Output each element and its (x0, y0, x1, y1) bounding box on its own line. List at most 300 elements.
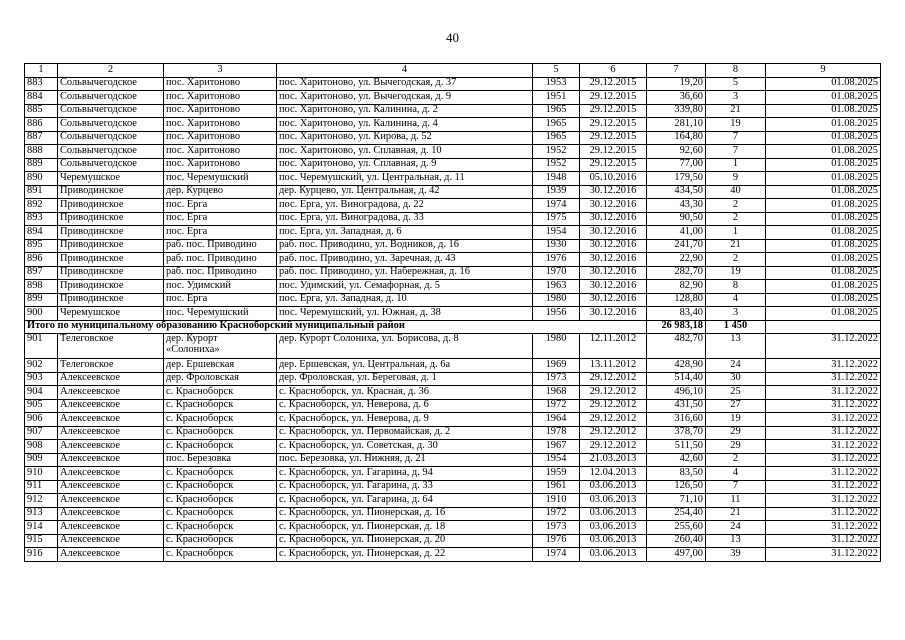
table-row (25, 548, 881, 562)
cell-address: с. Красноборск, ул. Первомайская, д. 2 (277, 426, 533, 440)
column-header: 4 (277, 64, 533, 78)
cell-municipality: Приводинское (58, 212, 164, 226)
cell-address: пос. Харитоново, ул. Вычегодская, д. 37 (277, 77, 533, 91)
cell-address: пос. Ерга, ул. Западная, д. 10 (277, 293, 533, 307)
cell-year: 1948 (533, 172, 580, 186)
cell-settlement: пос. Харитоново (164, 158, 277, 172)
cell-number: 893 (25, 212, 58, 226)
cell-settlement: пос. Харитоново (164, 145, 277, 159)
cell-residents: 24 (706, 359, 766, 373)
cell-residents: 19 (706, 413, 766, 427)
cell-residents: 27 (706, 399, 766, 413)
total-area: 26 983,18 (647, 320, 706, 334)
cell-deadline: 31.12.2022 (766, 507, 881, 521)
cell-residents: 7 (706, 131, 766, 145)
cell-address: дер. Фроловская, ул. Береговая, д. 1 (277, 372, 533, 386)
cell-deadline: 01.08.2025 (766, 253, 881, 267)
cell-number: 909 (25, 453, 58, 467)
cell-year: 1980 (533, 334, 580, 359)
cell-municipality: Алексеевское (58, 494, 164, 508)
cell-municipality: Алексеевское (58, 399, 164, 413)
cell-number: 885 (25, 104, 58, 118)
cell-year: 1980 (533, 293, 580, 307)
cell-area: 128,80 (647, 293, 706, 307)
cell-date: 21.03.2013 (580, 453, 647, 467)
table-row (25, 507, 881, 521)
cell-date: 29.12.2015 (580, 104, 647, 118)
table-row (25, 467, 881, 481)
cell-address: с. Красноборск, ул. Гагарина, д. 64 (277, 494, 533, 508)
cell-deadline: 01.08.2025 (766, 293, 881, 307)
table-row (25, 386, 881, 400)
cell-year: 1964 (533, 413, 580, 427)
cell-number: 888 (25, 145, 58, 159)
cell-year: 1910 (533, 494, 580, 508)
table-row (25, 226, 881, 240)
cell-date: 29.12.2015 (580, 131, 647, 145)
cell-residents: 13 (706, 534, 766, 548)
table-row (25, 212, 881, 226)
cell-residents: 39 (706, 548, 766, 562)
table-row (25, 440, 881, 454)
cell-area: 83,40 (647, 307, 706, 321)
cell-address: с. Красноборск, ул. Неверова, д. 9 (277, 413, 533, 427)
table-row (25, 118, 881, 132)
cell-address: с. Красноборск, ул. Неверова, д. 6 (277, 399, 533, 413)
cell-settlement: с. Красноборск (164, 548, 277, 562)
table-row (25, 253, 881, 267)
cell-address: раб. пос. Приводино, ул. Водников, д. 16 (277, 239, 533, 253)
cell-date: 30.12.2016 (580, 280, 647, 294)
cell-area: 71,10 (647, 494, 706, 508)
cell-address: пос. Березовка, ул. Нижняя, д. 21 (277, 453, 533, 467)
cell-municipality: Алексеевское (58, 372, 164, 386)
cell-settlement: с. Красноборск (164, 399, 277, 413)
cell-number: 891 (25, 185, 58, 199)
table-row (25, 359, 881, 373)
cell-date: 03.06.2013 (580, 507, 647, 521)
cell-residents: 2 (706, 253, 766, 267)
cell-municipality: Сольвычегодское (58, 118, 164, 132)
table-row (25, 307, 881, 321)
cell-number: 911 (25, 480, 58, 494)
cell-date: 30.12.2016 (580, 266, 647, 280)
cell-settlement: пос. Харитоново (164, 77, 277, 91)
cell-deadline: 31.12.2022 (766, 334, 881, 359)
table-row (25, 104, 881, 118)
cell-area: 126,50 (647, 480, 706, 494)
cell-year: 1969 (533, 359, 580, 373)
cell-residents: 1 (706, 158, 766, 172)
cell-year: 1972 (533, 507, 580, 521)
cell-address: пос. Харитоново, ул. Сплавная, д. 10 (277, 145, 533, 159)
table-row (25, 399, 881, 413)
cell-date: 05.10.2016 (580, 172, 647, 186)
cell-year: 1965 (533, 104, 580, 118)
table-row (25, 480, 881, 494)
cell-settlement: пос. Ерга (164, 212, 277, 226)
cell-year: 1953 (533, 77, 580, 91)
cell-deadline: 01.08.2025 (766, 212, 881, 226)
cell-number: 898 (25, 280, 58, 294)
cell-area: 434,50 (647, 185, 706, 199)
column-header: 7 (647, 64, 706, 78)
cell-area: 41,00 (647, 226, 706, 240)
table-row (25, 534, 881, 548)
cell-settlement: пос. Удимский (164, 280, 277, 294)
cell-date: 29.12.2012 (580, 372, 647, 386)
cell-date: 30.12.2016 (580, 293, 647, 307)
cell-residents: 4 (706, 293, 766, 307)
cell-settlement: пос. Ерга (164, 226, 277, 240)
cell-residents: 13 (706, 334, 766, 359)
cell-settlement: с. Красноборск (164, 534, 277, 548)
cell-area: 255,60 (647, 521, 706, 535)
cell-address: дер. Курорт Солониха, ул. Борисова, д. 8 (277, 334, 533, 359)
cell-number: 886 (25, 118, 58, 132)
cell-date: 30.12.2016 (580, 239, 647, 253)
cell-address: раб. пос. Приводино, ул. Заречная, д. 43 (277, 253, 533, 267)
cell-address: пос. Харитоново, ул. Калинина, д. 2 (277, 104, 533, 118)
cell-number: 905 (25, 399, 58, 413)
table-row (25, 172, 881, 186)
cell-municipality: Приводинское (58, 239, 164, 253)
cell-date: 29.12.2015 (580, 118, 647, 132)
cell-address: пос. Ерга, ул. Виноградова, д. 22 (277, 199, 533, 213)
cell-date: 29.12.2015 (580, 158, 647, 172)
cell-year: 1961 (533, 480, 580, 494)
cell-year: 1959 (533, 467, 580, 481)
table-row (25, 185, 881, 199)
cell-municipality: Алексеевское (58, 426, 164, 440)
cell-area: 254,40 (647, 507, 706, 521)
cell-area: 496,10 (647, 386, 706, 400)
cell-number: 884 (25, 91, 58, 105)
cell-settlement: с. Красноборск (164, 386, 277, 400)
cell-area: 36,60 (647, 91, 706, 105)
cell-residents: 5 (706, 77, 766, 91)
cell-date: 30.12.2016 (580, 212, 647, 226)
cell-settlement: с. Красноборск (164, 494, 277, 508)
cell-deadline: 01.08.2025 (766, 199, 881, 213)
cell-municipality: Алексеевское (58, 413, 164, 427)
table-row (25, 453, 881, 467)
cell-address: с. Красноборск, ул. Красная, д. 36 (277, 386, 533, 400)
cell-deadline: 31.12.2022 (766, 494, 881, 508)
table-row (25, 199, 881, 213)
cell-municipality: Приводинское (58, 293, 164, 307)
cell-residents: 1 (706, 226, 766, 240)
column-number-header-row (25, 64, 881, 78)
column-header: 5 (533, 64, 580, 78)
cell-date: 29.12.2012 (580, 426, 647, 440)
cell-municipality: Сольвычегодское (58, 91, 164, 105)
cell-deadline: 01.08.2025 (766, 226, 881, 240)
cell-address: пос. Удимский, ул. Семафорная, д. 5 (277, 280, 533, 294)
cell-area: 431,50 (647, 399, 706, 413)
cell-settlement: пос. Харитоново (164, 118, 277, 132)
cell-residents: 29 (706, 426, 766, 440)
cell-settlement: пос. Черемушский (164, 172, 277, 186)
cell-residents: 40 (706, 185, 766, 199)
cell-municipality: Приводинское (58, 280, 164, 294)
cell-deadline: 01.08.2025 (766, 77, 881, 91)
cell-settlement: с. Красноборск (164, 467, 277, 481)
cell-municipality: Алексеевское (58, 453, 164, 467)
cell-number: 901 (25, 334, 58, 359)
cell-deadline: 01.08.2025 (766, 307, 881, 321)
cell-year: 1952 (533, 145, 580, 159)
cell-date: 12.11.2012 (580, 334, 647, 359)
cell-number: 899 (25, 293, 58, 307)
cell-number: 889 (25, 158, 58, 172)
cell-deadline: 01.08.2025 (766, 91, 881, 105)
cell-settlement: с. Красноборск (164, 413, 277, 427)
cell-address: с. Красноборск, ул. Гагарина, д. 33 (277, 480, 533, 494)
cell-deadline: 01.08.2025 (766, 185, 881, 199)
cell-date: 30.12.2016 (580, 307, 647, 321)
cell-address: пос. Харитоново, ул. Кирова, д. 52 (277, 131, 533, 145)
total-row (25, 320, 881, 334)
cell-date: 03.06.2013 (580, 494, 647, 508)
cell-municipality: Сольвычегодское (58, 77, 164, 91)
cell-address: с. Красноборск, ул. Пионерская, д. 18 (277, 521, 533, 535)
cell-year: 1976 (533, 534, 580, 548)
cell-residents: 30 (706, 372, 766, 386)
cell-residents: 3 (706, 91, 766, 105)
cell-residents: 4 (706, 467, 766, 481)
cell-area: 179,50 (647, 172, 706, 186)
cell-residents: 2 (706, 212, 766, 226)
cell-residents: 19 (706, 266, 766, 280)
cell-municipality: Телеговское (58, 359, 164, 373)
cell-area: 90,50 (647, 212, 706, 226)
page-number: 40 (446, 30, 459, 45)
cell-deadline: 01.08.2025 (766, 131, 881, 145)
cell-residents: 8 (706, 280, 766, 294)
cell-number: 910 (25, 467, 58, 481)
cell-area: 83,50 (647, 467, 706, 481)
cell-date: 03.06.2013 (580, 480, 647, 494)
table-row (25, 239, 881, 253)
cell-area: 43,30 (647, 199, 706, 213)
table-row (25, 158, 881, 172)
cell-area: 77,00 (647, 158, 706, 172)
cell-address: дер. Курцево, ул. Центральная, д. 42 (277, 185, 533, 199)
cell-municipality: Приводинское (58, 185, 164, 199)
column-header: 9 (766, 64, 881, 78)
cell-year: 1974 (533, 199, 580, 213)
cell-area: 164,80 (647, 131, 706, 145)
cell-settlement: дер. Фроловская (164, 372, 277, 386)
cell-year: 1954 (533, 226, 580, 240)
cell-number: 914 (25, 521, 58, 535)
table-row (25, 372, 881, 386)
cell-deadline: 01.08.2025 (766, 239, 881, 253)
cell-number: 915 (25, 534, 58, 548)
cell-settlement: пос. Харитоново (164, 131, 277, 145)
cell-year: 1930 (533, 239, 580, 253)
cell-date: 13.11.2012 (580, 359, 647, 373)
housing-registry-table (24, 63, 881, 562)
cell-municipality: Сольвычегодское (58, 158, 164, 172)
cell-residents: 2 (706, 453, 766, 467)
cell-number: 892 (25, 199, 58, 213)
cell-area: 19,20 (647, 77, 706, 91)
cell-deadline: 31.12.2022 (766, 372, 881, 386)
cell-number: 912 (25, 494, 58, 508)
cell-area: 378,70 (647, 426, 706, 440)
cell-area: 282,70 (647, 266, 706, 280)
cell-municipality: Алексеевское (58, 386, 164, 400)
total-residents: 1 450 (706, 320, 766, 334)
cell-settlement: пос. Ерга (164, 199, 277, 213)
table-row (25, 131, 881, 145)
cell-date: 30.12.2016 (580, 226, 647, 240)
column-header: 1 (25, 64, 58, 78)
cell-number: 900 (25, 307, 58, 321)
cell-municipality: Сольвычегодское (58, 145, 164, 159)
cell-deadline: 01.08.2025 (766, 266, 881, 280)
cell-deadline: 31.12.2022 (766, 521, 881, 535)
cell-residents: 21 (706, 104, 766, 118)
cell-address: с. Красноборск, ул. Гагарина, д. 94 (277, 467, 533, 481)
cell-address: с. Красноборск, ул. Пионерская, д. 16 (277, 507, 533, 521)
cell-address: с. Красноборск, ул. Советская, д. 30 (277, 440, 533, 454)
cell-area: 514,40 (647, 372, 706, 386)
cell-year: 1976 (533, 253, 580, 267)
cell-area: 281,10 (647, 118, 706, 132)
cell-number: 894 (25, 226, 58, 240)
cell-number: 906 (25, 413, 58, 427)
cell-residents: 19 (706, 118, 766, 132)
cell-municipality: Сольвычегодское (58, 131, 164, 145)
cell-deadline: 01.08.2025 (766, 104, 881, 118)
cell-year: 1970 (533, 266, 580, 280)
cell-settlement: с. Красноборск (164, 480, 277, 494)
cell-municipality: Алексеевское (58, 480, 164, 494)
cell-date: 29.12.2012 (580, 440, 647, 454)
cell-settlement: пос. Ерга (164, 293, 277, 307)
cell-year: 1974 (533, 548, 580, 562)
cell-municipality: Черемушское (58, 172, 164, 186)
cell-date: 03.06.2013 (580, 548, 647, 562)
cell-year: 1939 (533, 185, 580, 199)
cell-area: 316,60 (647, 413, 706, 427)
cell-municipality: Алексеевское (58, 440, 164, 454)
cell-number: 890 (25, 172, 58, 186)
column-header: 8 (706, 64, 766, 78)
cell-date: 03.06.2013 (580, 521, 647, 535)
cell-deadline: 01.08.2025 (766, 158, 881, 172)
total-label: Итого по муниципальному образованию Красноборский муниципальный район (25, 320, 647, 334)
cell-deadline: 31.12.2022 (766, 426, 881, 440)
cell-residents: 7 (706, 480, 766, 494)
cell-deadline: 01.08.2025 (766, 172, 881, 186)
cell-residents: 3 (706, 307, 766, 321)
cell-municipality: Сольвычегодское (58, 104, 164, 118)
cell-address: пос. Черемушский, ул. Центральная, д. 11 (277, 172, 533, 186)
table-row (25, 91, 881, 105)
cell-year: 1973 (533, 372, 580, 386)
cell-deadline: 31.12.2022 (766, 399, 881, 413)
total-empty-cell (766, 320, 881, 334)
cell-municipality: Приводинское (58, 226, 164, 240)
cell-number: 907 (25, 426, 58, 440)
cell-year: 1963 (533, 280, 580, 294)
cell-area: 260,40 (647, 534, 706, 548)
cell-number: 883 (25, 77, 58, 91)
cell-deadline: 31.12.2022 (766, 534, 881, 548)
cell-deadline: 31.12.2022 (766, 480, 881, 494)
cell-address: пос. Черемушский, ул. Южная, д. 38 (277, 307, 533, 321)
cell-year: 1972 (533, 399, 580, 413)
table-row (25, 280, 881, 294)
cell-date: 29.12.2015 (580, 145, 647, 159)
cell-municipality: Приводинское (58, 199, 164, 213)
cell-deadline: 01.08.2025 (766, 280, 881, 294)
cell-number: 904 (25, 386, 58, 400)
cell-area: 92,60 (647, 145, 706, 159)
cell-year: 1978 (533, 426, 580, 440)
cell-settlement: дер. Курцево (164, 185, 277, 199)
cell-settlement: раб. пос. Приводино (164, 253, 277, 267)
cell-settlement: пос. Харитоново (164, 91, 277, 105)
cell-number: 895 (25, 239, 58, 253)
cell-residents: 11 (706, 494, 766, 508)
table-row (25, 494, 881, 508)
cell-date: 12.04.2013 (580, 467, 647, 481)
cell-year: 1975 (533, 212, 580, 226)
column-header: 6 (580, 64, 647, 78)
cell-municipality: Алексеевское (58, 467, 164, 481)
cell-area: 339,80 (647, 104, 706, 118)
cell-number: 916 (25, 548, 58, 562)
cell-address: пос. Ерга, ул. Западная, д. 6 (277, 226, 533, 240)
table-row (25, 413, 881, 427)
cell-year: 1968 (533, 386, 580, 400)
cell-number: 913 (25, 507, 58, 521)
cell-address: пос. Харитоново, ул. Калинина, д. 4 (277, 118, 533, 132)
cell-year: 1952 (533, 158, 580, 172)
cell-address: с. Красноборск, ул. Пионерская, д. 22 (277, 548, 533, 562)
cell-residents: 9 (706, 172, 766, 186)
cell-year: 1973 (533, 521, 580, 535)
cell-municipality: Алексеевское (58, 534, 164, 548)
cell-settlement: раб. пос. Приводино (164, 239, 277, 253)
cell-date: 30.12.2016 (580, 253, 647, 267)
cell-settlement: с. Красноборск (164, 426, 277, 440)
settlement-line: «Солониха» (166, 343, 220, 355)
cell-settlement: пос. Черемушский (164, 307, 277, 321)
cell-address: с. Красноборск, ул. Пионерская, д. 20 (277, 534, 533, 548)
cell-residents: 21 (706, 507, 766, 521)
cell-residents: 29 (706, 440, 766, 454)
cell-municipality: Телеговское (58, 334, 164, 359)
cell-area: 497,00 (647, 548, 706, 562)
cell-deadline: 31.12.2022 (766, 548, 881, 562)
cell-year: 1965 (533, 118, 580, 132)
cell-year: 1956 (533, 307, 580, 321)
cell-residents: 2 (706, 199, 766, 213)
cell-date: 29.12.2012 (580, 413, 647, 427)
cell-settlement: раб. пос. Приводино (164, 266, 277, 280)
table-row (25, 521, 881, 535)
column-header: 3 (164, 64, 277, 78)
cell-area: 241,70 (647, 239, 706, 253)
cell-year: 1951 (533, 91, 580, 105)
table-row (25, 77, 881, 91)
